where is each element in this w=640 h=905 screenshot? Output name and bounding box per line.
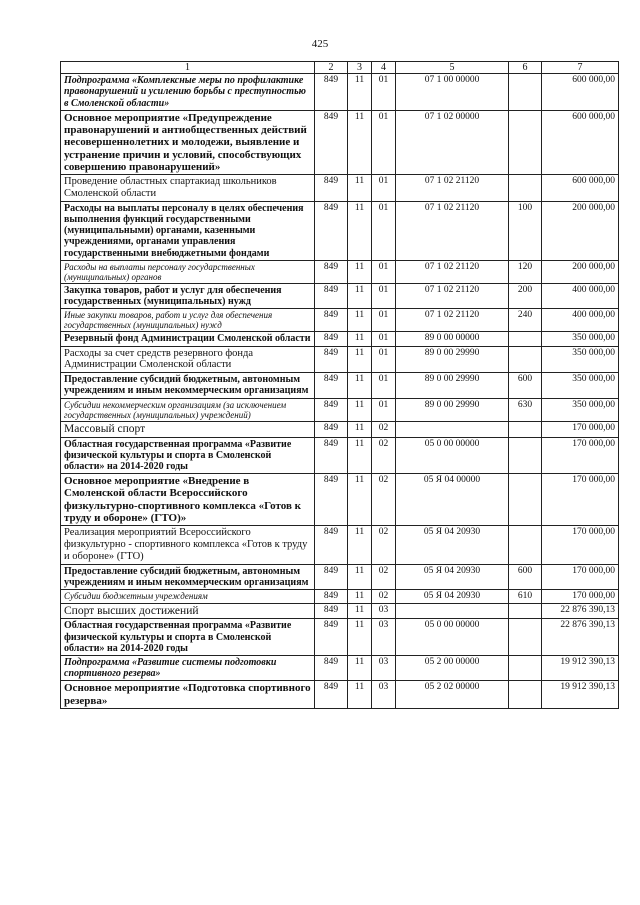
row-name: Расходы на выплаты персоналу государственных (муниципальных) органов: [61, 260, 315, 283]
table-row: [61, 437, 619, 474]
row-name: Расходы за счет средств резервного фонда Администрации Смоленской области: [61, 346, 315, 373]
amount: 350 000,00: [542, 332, 619, 346]
table-row: [61, 175, 619, 202]
section-code: 11: [348, 437, 372, 474]
section-code: 11: [348, 74, 372, 111]
target-article-code: 07 1 00 00000: [396, 74, 509, 111]
subsection-code: 01: [372, 373, 396, 398]
table-row: [61, 373, 619, 398]
target-article-code: 07 1 02 00000: [396, 110, 509, 175]
section-code: 11: [348, 201, 372, 260]
table-row: [61, 346, 619, 373]
subsection-code: 02: [372, 564, 396, 589]
target-article-code: 07 1 02 21120: [396, 309, 509, 332]
section-code: 11: [348, 283, 372, 308]
section-code: 11: [348, 681, 372, 709]
amount: 400 000,00: [542, 309, 619, 332]
section-code: 11: [348, 332, 372, 346]
section-code: 11: [348, 260, 372, 283]
amount: 19 912 390,13: [542, 681, 619, 709]
amount: 400 000,00: [542, 283, 619, 308]
admin-code: 849: [315, 175, 348, 202]
row-name: Закупка товаров, работ и услуг для обеспечения государственных (муниципальных) нужд: [61, 283, 315, 308]
row-name: Реализация мероприятий Всероссийского физкультурно - спортивного комплекса «Готов к труду и обороне» (ГТО): [61, 526, 315, 564]
target-article-code: 05 2 02 00000: [396, 681, 509, 709]
subsection-code: 02: [372, 589, 396, 603]
target-article-code: 89 0 00 29990: [396, 373, 509, 398]
header-cell: 6: [509, 62, 542, 74]
expense-type-code: [509, 332, 542, 346]
amount: 350 000,00: [542, 373, 619, 398]
amount: 22 876 390,13: [542, 603, 619, 619]
header-cell: 5: [396, 62, 509, 74]
target-article-code: 89 0 00 29990: [396, 346, 509, 373]
subsection-code: 03: [372, 619, 396, 656]
table-row: [61, 474, 619, 526]
table-row: [61, 603, 619, 619]
target-article-code: 07 1 02 21120: [396, 201, 509, 260]
expense-type-code: [509, 656, 542, 681]
subsection-code: 01: [372, 398, 396, 421]
admin-code: 849: [315, 421, 348, 437]
row-name: Спорт высших достижений: [61, 603, 315, 619]
amount: 170 000,00: [542, 437, 619, 474]
table-row: [61, 283, 619, 308]
table-row: [61, 421, 619, 437]
expense-type-code: 240: [509, 309, 542, 332]
subsection-code: 01: [372, 175, 396, 202]
target-article-code: [396, 603, 509, 619]
header-cell: 4: [372, 62, 396, 74]
target-article-code: 05 Я 04 20930: [396, 589, 509, 603]
row-name: Областная государственная программа «Развитие физической культуры и спорта в Смоленской области» на 2014-2020 годы: [61, 619, 315, 656]
row-name: Расходы на выплаты персоналу в целях обеспечения выполнения функций государственными (муниципальными) органами, казенными учреждениями, органами управления государственными внебюджетными фондами: [61, 201, 315, 260]
row-name: Предоставление субсидий бюджетным, автономным учреждениям и иным некоммерческим организациям: [61, 373, 315, 398]
subsection-code: 01: [372, 201, 396, 260]
subsection-code: 01: [372, 283, 396, 308]
section-code: 11: [348, 175, 372, 202]
section-code: 11: [348, 398, 372, 421]
page-number: 425: [311, 38, 329, 50]
header-cell: 2: [315, 62, 348, 74]
expense-type-code: [509, 421, 542, 437]
row-name: Основное мероприятие «Предупреждение правонарушений и антиобщественных действий несовершеннолетних и молодежи, выявление и устранение причин и условий, способствующих совершению правонарушений»: [61, 110, 315, 175]
subsection-code: 03: [372, 603, 396, 619]
expense-type-code: 600: [509, 373, 542, 398]
subsection-code: 01: [372, 309, 396, 332]
target-article-code: 05 Я 04 20930: [396, 526, 509, 564]
target-article-code: [396, 421, 509, 437]
table-row: [61, 526, 619, 564]
amount: 200 000,00: [542, 260, 619, 283]
header-cell: 1: [61, 62, 315, 74]
table-row: [61, 309, 619, 332]
header-cell: 3: [348, 62, 372, 74]
target-article-code: 05 0 00 00000: [396, 619, 509, 656]
table-row: [61, 681, 619, 709]
table-row: [61, 201, 619, 260]
section-code: 11: [348, 421, 372, 437]
subsection-code: 02: [372, 526, 396, 564]
amount: 200 000,00: [542, 201, 619, 260]
expense-type-code: [509, 346, 542, 373]
admin-code: 849: [315, 619, 348, 656]
amount: 19 912 390,13: [542, 656, 619, 681]
admin-code: 849: [315, 526, 348, 564]
table-row: [61, 74, 619, 111]
section-code: 11: [348, 373, 372, 398]
admin-code: 849: [315, 283, 348, 308]
admin-code: 849: [315, 603, 348, 619]
amount: 170 000,00: [542, 421, 619, 437]
target-article-code: 05 Я 04 20930: [396, 564, 509, 589]
header-cell: 7: [542, 62, 619, 74]
expense-type-code: [509, 437, 542, 474]
admin-code: 849: [315, 437, 348, 474]
row-name: Основное мероприятие «Внедрение в Смоленской области Всероссийского физкультурно-спортивного комплекса «Готов к труду и обороне» (ГТО)»: [61, 474, 315, 526]
target-article-code: 89 0 00 00000: [396, 332, 509, 346]
section-code: 11: [348, 526, 372, 564]
header-row: [61, 62, 619, 74]
expense-type-code: [509, 474, 542, 526]
target-article-code: 07 1 02 21120: [396, 175, 509, 202]
row-name: Областная государственная программа «Развитие физической культуры и спорта в Смоленской области» на 2014-2020 годы: [61, 437, 315, 474]
section-code: 11: [348, 589, 372, 603]
admin-code: 849: [315, 110, 348, 175]
amount: 170 000,00: [542, 474, 619, 526]
row-name: Резервный фонд Администрации Смоленской области: [61, 332, 315, 346]
admin-code: 849: [315, 74, 348, 111]
admin-code: 849: [315, 474, 348, 526]
target-article-code: 89 0 00 29990: [396, 398, 509, 421]
expense-type-code: 600: [509, 564, 542, 589]
section-code: 11: [348, 603, 372, 619]
admin-code: 849: [315, 201, 348, 260]
admin-code: 849: [315, 589, 348, 603]
table-row: [61, 110, 619, 175]
section-code: 11: [348, 474, 372, 526]
subsection-code: 01: [372, 346, 396, 373]
admin-code: 849: [315, 332, 348, 346]
table-body: [61, 74, 619, 709]
row-name: Массовый спорт: [61, 421, 315, 437]
admin-code: 849: [315, 656, 348, 681]
subsection-code: 01: [372, 260, 396, 283]
table-row: [61, 656, 619, 681]
admin-code: 849: [315, 309, 348, 332]
budget-table: [60, 61, 619, 709]
amount: 600 000,00: [542, 175, 619, 202]
target-article-code: 07 1 02 21120: [396, 283, 509, 308]
admin-code: 849: [315, 681, 348, 709]
table-row: [61, 564, 619, 589]
row-name: Подпрограмма «Развитие системы подготовки спортивного резерва»: [61, 656, 315, 681]
target-article-code: 05 Я 04 00000: [396, 474, 509, 526]
row-name: Проведение областных спартакиад школьников Смоленской области: [61, 175, 315, 202]
section-code: 11: [348, 619, 372, 656]
subsection-code: 02: [372, 421, 396, 437]
admin-code: 849: [315, 398, 348, 421]
subsection-code: 03: [372, 656, 396, 681]
table-row: [61, 332, 619, 346]
expense-type-code: [509, 681, 542, 709]
expense-type-code: 610: [509, 589, 542, 603]
amount: 600 000,00: [542, 74, 619, 111]
target-article-code: 05 0 00 00000: [396, 437, 509, 474]
expense-type-code: [509, 603, 542, 619]
table-row: [61, 619, 619, 656]
section-code: 11: [348, 309, 372, 332]
expense-type-code: [509, 110, 542, 175]
section-code: 11: [348, 564, 372, 589]
amount: 350 000,00: [542, 346, 619, 373]
subsection-code: 02: [372, 437, 396, 474]
subsection-code: 02: [372, 474, 396, 526]
expense-type-code: [509, 74, 542, 111]
amount: 170 000,00: [542, 589, 619, 603]
subsection-code: 01: [372, 332, 396, 346]
expense-type-code: 630: [509, 398, 542, 421]
row-name: Подпрограмма «Комплексные меры по профилактике правонарушений и усилению борьбы с преступностью в Смоленской области»: [61, 74, 315, 111]
amount: 600 000,00: [542, 110, 619, 175]
expense-type-code: [509, 526, 542, 564]
amount: 170 000,00: [542, 526, 619, 564]
amount: 350 000,00: [542, 398, 619, 421]
row-name: Предоставление субсидий бюджетным, автономным учреждениям и иным некоммерческим организациям: [61, 564, 315, 589]
expense-type-code: [509, 619, 542, 656]
table-row: [61, 589, 619, 603]
section-code: 11: [348, 110, 372, 175]
row-name: Субсидии бюджетным учреждениям: [61, 589, 315, 603]
subsection-code: 01: [372, 110, 396, 175]
expense-type-code: 200: [509, 283, 542, 308]
expense-type-code: [509, 175, 542, 202]
admin-code: 849: [315, 346, 348, 373]
admin-code: 849: [315, 260, 348, 283]
row-name: Субсидии некоммерческим организациям (за исключением государственных (муниципальных) учреждений): [61, 398, 315, 421]
subsection-code: 01: [372, 74, 396, 111]
admin-code: 849: [315, 373, 348, 398]
expense-type-code: 100: [509, 201, 542, 260]
table-row: [61, 260, 619, 283]
section-code: 11: [348, 346, 372, 373]
expense-type-code: 120: [509, 260, 542, 283]
target-article-code: 07 1 02 21120: [396, 260, 509, 283]
row-name: Иные закупки товаров, работ и услуг для обеспечения государственных (муниципальных) нужд: [61, 309, 315, 332]
table-row: [61, 398, 619, 421]
amount: 170 000,00: [542, 564, 619, 589]
section-code: 11: [348, 656, 372, 681]
row-name: Основное мероприятие «Подготовка спортивного резерва»: [61, 681, 315, 709]
admin-code: 849: [315, 564, 348, 589]
target-article-code: 05 2 00 00000: [396, 656, 509, 681]
subsection-code: 03: [372, 681, 396, 709]
amount: 22 876 390,13: [542, 619, 619, 656]
